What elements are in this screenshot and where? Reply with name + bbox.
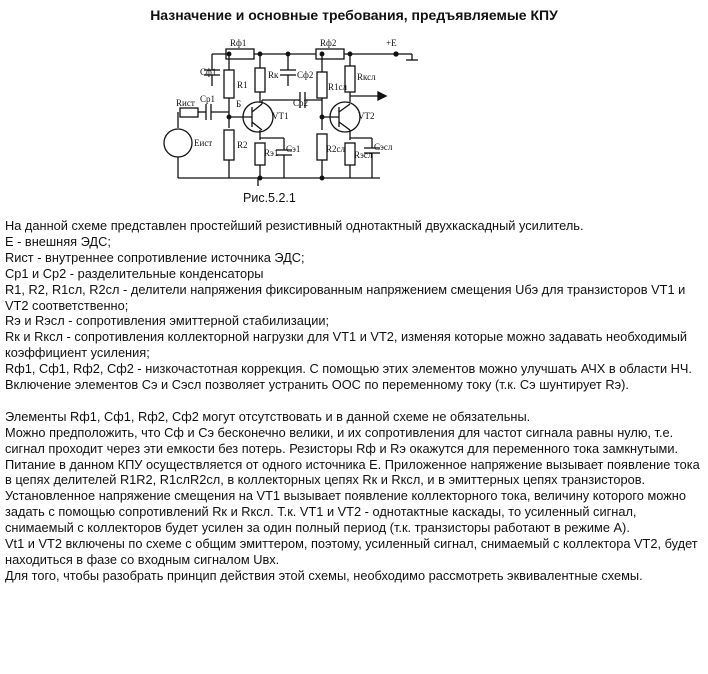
- r1sl-resistor: [317, 72, 327, 98]
- body-paragraph: Можно предположить, что Сф и Сэ бесконечно велики, и их сопротивления для частот сигнала равны нулю, т.е. сигнал проходит через эти емкости без потерь. Резисторы Rф и Rэ окажутся для переменного тока замкнутыми.: [5, 424, 679, 456]
- circuit-diagram: [0, 0, 708, 200]
- figure-caption: Рис.5.2.1: [243, 191, 296, 205]
- label-re1: Rэ1: [264, 148, 279, 158]
- body-paragraph: Питание в данном КПУ осуществляется от одного источника Е. Приложенное напряжение вызывает появление тока в цепях делителей R1R2, R1слR2сл, в коллекторных цепях Rк и Rксл, и в эмиттерных цепях транзисторов.: [5, 456, 700, 488]
- label-cf2: Cф2: [297, 70, 314, 80]
- body-paragraph: Элементы Rф1, Сф1, Rф2, Сф2 могут отсутствовать и в данной схеме не обязательны.: [5, 408, 531, 424]
- eist-source: [164, 129, 192, 157]
- body-paragraph: На данной схеме представлен простейший резистивный однотактный двухкаскадный усилитель.: [5, 218, 584, 233]
- label-vt1: VT1: [272, 111, 289, 121]
- body-paragraph: Rист - внутреннее сопротивление источника ЭДС;: [5, 249, 305, 265]
- label-rist: Rист: [176, 98, 195, 108]
- body-paragraph: Ср1 и Ср2 - разделительные конденсаторы: [5, 265, 264, 281]
- body-paragraph: R1, R2, R1сл, R2сл - делители напряжения фиксированным напряжением смещения Uбэ для транзисторов VT1 и VT2 соответственно;: [5, 281, 686, 313]
- label-rf2: Rф2: [320, 38, 337, 48]
- body-paragraph: Rф1, Сф1, Rф2, Сф2 - низкочастотная коррекция. С помощью этих элементов можно улучшать АЧХ в области НЧ.: [5, 361, 692, 377]
- label-cr1: Cр1: [200, 94, 216, 104]
- body-paragraph: Vt1 и VT2 включены по схеме с общим эмиттером, поэтому, усиленный сигнал, снимаемый с коллектора VT2, будет находиться в фазе со входным сигналом Uвх.: [5, 536, 698, 568]
- label-r1: R1: [237, 80, 248, 90]
- label-r2: R2: [237, 140, 248, 150]
- page-title: Назначение и основные требования, предъявляемые КПУ: [150, 7, 558, 23]
- body-paragraph: Rэ и Rэсл - сопротивления эмиттерной стабилизации;: [5, 313, 330, 329]
- label-rksl: Rксл: [357, 72, 376, 82]
- plus-e-terminal: [394, 52, 398, 56]
- label-rk: Rк: [268, 70, 279, 80]
- label-b: Б: [236, 99, 242, 109]
- r1-resistor: [224, 70, 234, 98]
- paragraph-spacer: [5, 393, 705, 409]
- body-text: [5, 218, 705, 584]
- body-paragraph: Установленное напряжение смещения на VT1 вызывает появление коллекторного тока, величину которого можно задать с помощью сопротивлений Rк и Rксл. Т.к. VT1 и VT2 - однотактные каскады, то усиленный сигнал, снимаемый с коллекторов будет усилен за один полный период (т.к. транзисторы работают в режиме А).: [5, 488, 686, 536]
- label-r2sl: R2сл: [326, 144, 345, 154]
- body-paragraph: Rк и Rксл - сопротивления коллекторной нагрузки для VT1 и VT2, изменяя которые можно задавать необходимый коэффициент усиления;: [5, 329, 688, 361]
- label-resl: Rэсл: [354, 150, 373, 160]
- label-cesl: Cэсл: [374, 142, 393, 152]
- label-eist: Eист: [194, 138, 213, 148]
- label-r1sl: R1сл: [328, 82, 347, 92]
- label-cr2: Cр2: [293, 98, 309, 108]
- body-paragraph: Включение элементов Сэ и Сэсл позволяет устранить ООС по переменному току (т.к. Сэ шунтирует Rэ).: [5, 377, 629, 393]
- r2-resistor: [224, 130, 234, 160]
- body-paragraph: Е - внешняя ЭДС;: [5, 233, 111, 249]
- body-paragraph: Для того, чтобы разобрать принцип действия этой схемы, необходимо рассмотреть эквивалентные схемы.: [5, 567, 643, 583]
- label-ce1: Cэ1: [286, 144, 301, 154]
- label-plus-e: +E: [386, 38, 397, 48]
- rist-resistor: [180, 108, 198, 117]
- label-vt2: VT2: [358, 111, 375, 121]
- label-cf1: Cф1: [200, 67, 217, 77]
- rk-resistor: [255, 68, 265, 92]
- label-rf1: Rф1: [230, 38, 247, 48]
